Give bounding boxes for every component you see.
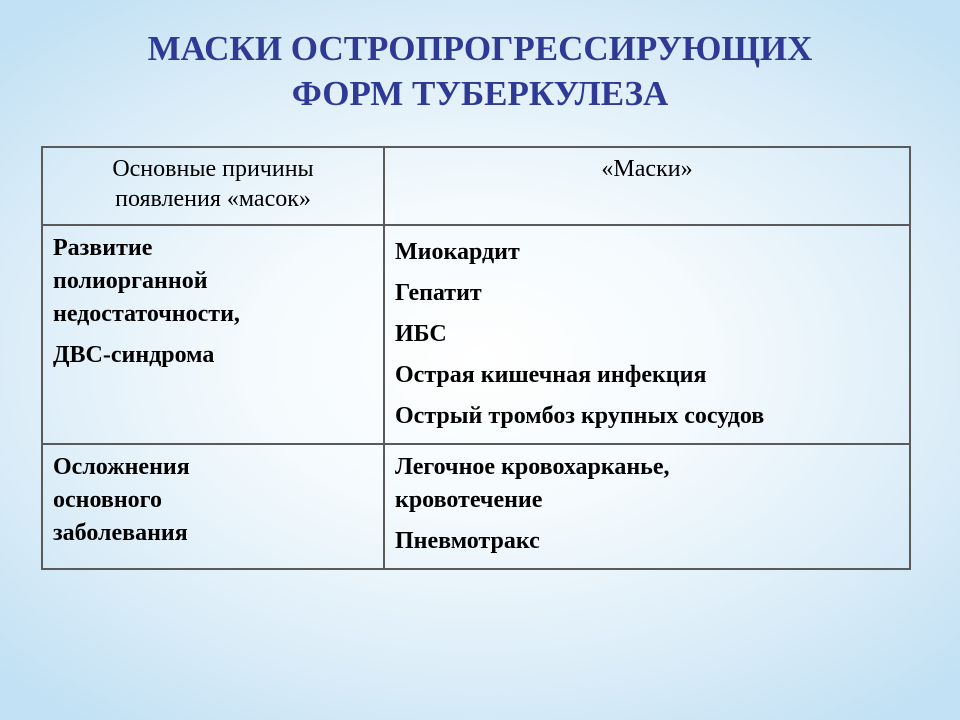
cause-cell — [42, 225, 384, 444]
header-causes-line-2: появления «масок» — [115, 186, 311, 212]
masks-table — [41, 146, 911, 570]
cause-cell — [42, 444, 384, 569]
header-masks-label: «Маски» — [601, 156, 693, 182]
mask-item: Миокардит — [395, 239, 520, 265]
mask-item: Острая кишечная инфекция — [395, 362, 707, 388]
header-masks — [384, 147, 910, 225]
slide-title — [0, 26, 960, 116]
cause-line: основного — [53, 487, 162, 513]
header-causes-line-1: Основные причины — [112, 156, 314, 182]
mask-item: Легочное кровохарканье, — [395, 454, 670, 480]
mask-item: Пневмотракс — [395, 528, 540, 554]
masks-cell — [384, 444, 910, 569]
mask-item: Гепатит — [395, 280, 482, 306]
cause-line: Осложнения — [53, 454, 190, 480]
mask-item: Острый тромбоз крупных сосудов — [395, 403, 765, 429]
mask-item: ИБС — [395, 321, 447, 347]
cause-line: заболевания — [53, 520, 188, 546]
cause-line: недостаточности, — [53, 301, 240, 327]
table-row — [42, 225, 910, 444]
header-causes — [42, 147, 384, 225]
mask-item: кровотечение — [395, 487, 543, 513]
cause-line: Развитие — [53, 235, 153, 261]
table-row — [42, 444, 910, 569]
masks-cell — [384, 225, 910, 444]
cause-line: ДВС-синдрома — [53, 342, 215, 368]
slide-title-line-2: ФОРМ ТУБЕРКУЛЕЗА — [291, 74, 669, 113]
table-header-row — [42, 147, 910, 225]
slide-title-line-1: МАСКИ ОСТРОПРОГРЕССИРУЮЩИХ — [147, 29, 813, 68]
cause-line: полиорганной — [53, 268, 208, 294]
